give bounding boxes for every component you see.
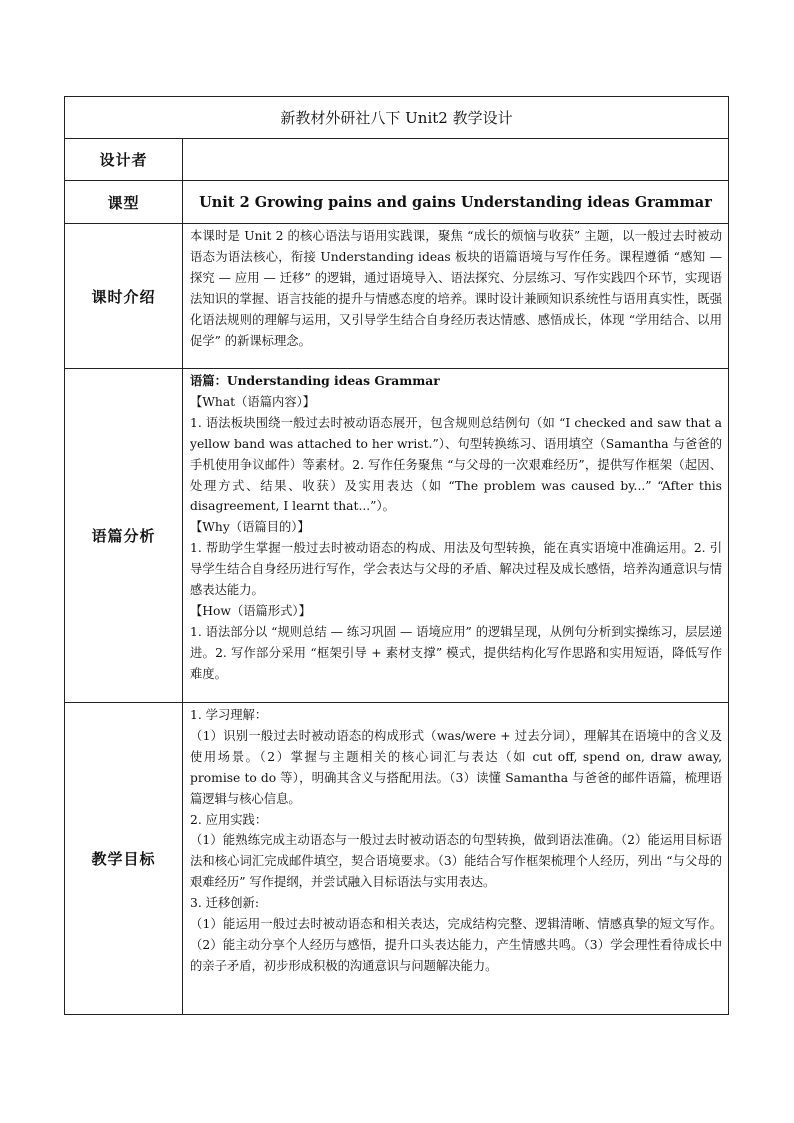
analysis-row — [65, 369, 729, 703]
designer-row — [65, 139, 729, 181]
goals-label: 教学目标 — [65, 703, 183, 1015]
how-title: 【How（语篇形式）】 — [190, 603, 311, 618]
lesson-type-label: 课型 — [65, 181, 183, 224]
intro-cell — [183, 224, 729, 369]
what-title: 【What（语篇内容）】 — [190, 394, 316, 409]
why-title: 【Why（语篇目的）】 — [190, 520, 310, 535]
goal-2-text: （1）能熟练完成主动语态与一般过去时被动语态的句型转换，做到语法准确。（2）能运用目标语法和核心词汇完成邮件填空，契合语境要求。（3）能结合写作框架梳理个人经历，列出 “与父母的艰难经历” 写作提纲，并尝试融入目标语法与实用表达。 — [190, 833, 722, 890]
goal-3-text: （1）能运用一般过去时被动语态和相关表达，完成结构完整、逻辑清晰、情感真挚的短文写作。（2）能主动分享个人经历与感悟，提升口头表达能力，产生情感共鸣。（3）学会理性看待成长中的亲子矛盾，初步形成积极的沟通意识与问题解决能力。 — [190, 917, 722, 973]
goal-2-title: 2. 应用实践： — [190, 812, 268, 827]
goals-row — [65, 703, 729, 1015]
document-title: 新教材外研社八下 Unit2 教学设计 — [65, 97, 729, 139]
analysis-heading: 语篇：Understanding ideas Grammar — [190, 373, 440, 388]
designer-label: 设计者 — [65, 139, 183, 181]
goals-cell — [183, 703, 729, 1015]
goal-1-text: （1）识别一般过去时被动语态的构成形式（was/were + 过去分词），理解其在语境中的含义及使用场景。（2）掌握与主题相关的核心词汇与表达（如 cut off, spend on, draw away, promise to do 等），明确其含义与搭配用法。（3）读懂 Samantha 与爸爸的邮件语篇，梳理语篇逻辑与核心信息。 — [190, 728, 722, 806]
goal-1-title: 1. 学习理解： — [190, 708, 268, 722]
intro-label: 课时介绍 — [65, 224, 183, 369]
how-text: 1. 语法部分以 “规则总结 — 练习巩固 — 语境应用” 的逻辑呈现，从例句分析到实操练习，层层递进。2. 写作部分采用 “框架引导 + 素材支撑” 模式，提供结构化写作思路和实用短语，降低写作难度。 — [190, 624, 722, 681]
designer-value — [183, 139, 729, 181]
intro-text: 本课时是 Unit 2 的核心语法与语用实践课，聚焦 “成长的烦恼与收获” 主题，以一般过去时被动语态为语法核心，衔接 Understanding ideas 板块的语篇语境与写作任务。课程遵循 “感知 — 探究 — 应用 — 迁移” 的逻辑，通过语境导入、语法探究、分层练习、写作实践四个环节，实现语法知识的掌握、语言技能的提升与情感态度的培养。课时设计兼顾知识系统性与语用真实性，既强化语法规则的理解与运用，又引导学生结合自身经历表达情感、感悟成长，体现 “学用结合、以用促学” 的新课标理念。 — [190, 229, 722, 348]
why-text: 1. 帮助学生掌握一般过去时被动语态的构成、用法及句型转换，能在真实语境中准确运用。2. 引导学生结合自身经历进行写作，学会表达与父母的矛盾、解决过程及成长感悟，培养沟通意识与情感表达能力。 — [190, 541, 722, 598]
what-text: 1. 语法板块围绕一般过去时被动语态展开，包含规则总结例句（如 “I checked and saw that a yellow band was attached to her wrist.”）、句型转换练习、语用填空（Samantha 与爸爸的手机使用争议邮件）等素材。2. 写作任务聚焦 “与父母的一次艰难经历”，提供写作框架（起因、处理方式、结果、收获）及实用表达（如 “The problem was caused by...” “After this disagreement, I learnt that...”）。 — [190, 415, 722, 514]
lesson-plan-table — [64, 96, 729, 1015]
analysis-cell — [183, 369, 729, 703]
goal-3-title: 3. 迁移创新: — [190, 896, 259, 911]
lesson-type-row — [65, 181, 729, 224]
title-row — [65, 97, 729, 139]
lesson-type-value: Unit 2 Growing pains and gains Understanding ideas Grammar — [183, 181, 729, 224]
intro-row — [65, 224, 729, 369]
analysis-label: 语篇分析 — [65, 369, 183, 703]
